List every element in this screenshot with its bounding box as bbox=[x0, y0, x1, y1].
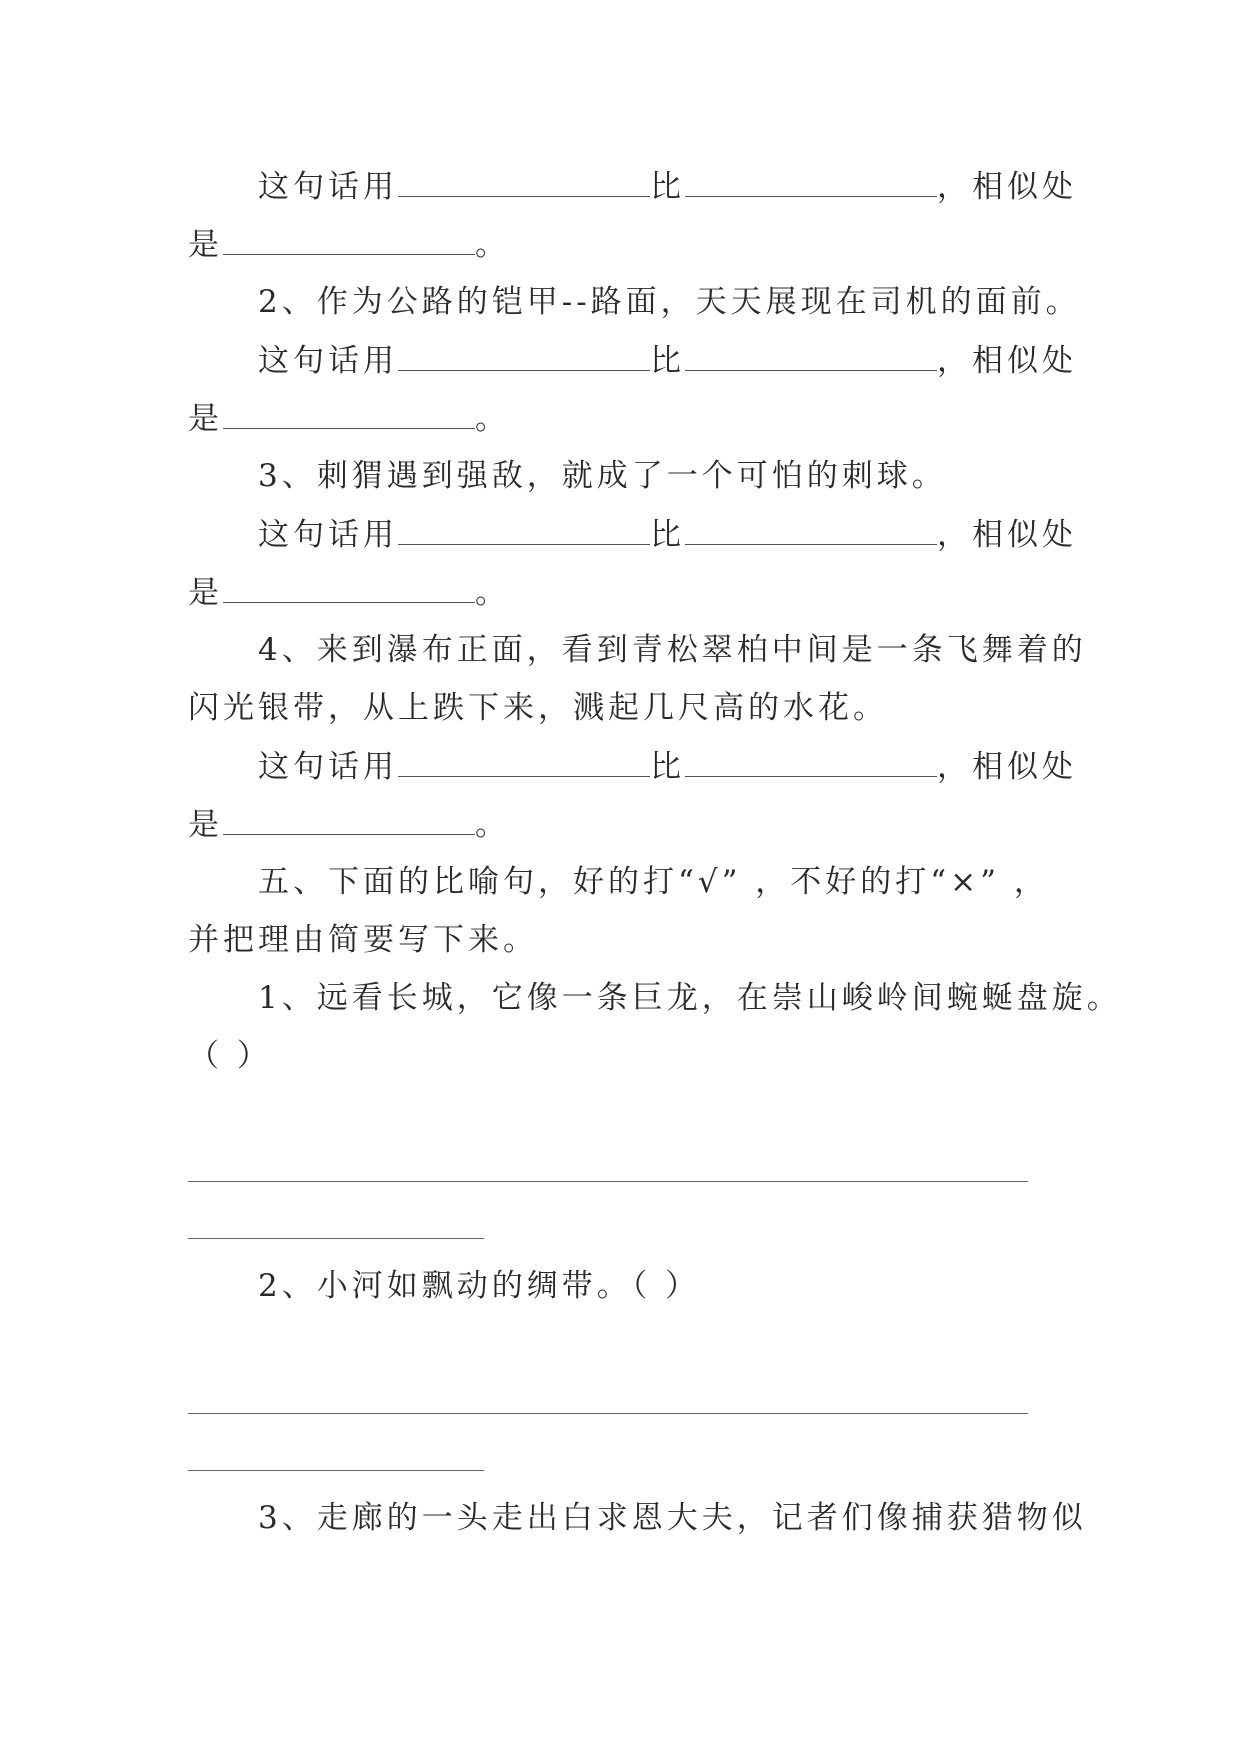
fill-sentence-4-end bbox=[188, 804, 510, 845]
fill-sentence-3-end bbox=[188, 572, 510, 613]
fill-prefix: 这句话用 bbox=[258, 517, 398, 553]
answer-blank[interactable] bbox=[223, 572, 475, 603]
answer-blank[interactable] bbox=[398, 340, 650, 371]
fill-suffix: ，相似处 bbox=[937, 517, 1077, 553]
simile-question-2: 2、小河如飘动的绸带。（ ） bbox=[258, 1268, 701, 1304]
answer-blank[interactable] bbox=[685, 166, 937, 197]
question-4-line-2: 闪光银带，从上跌下来，溅起几尺高的水花。 bbox=[188, 690, 888, 726]
fill-sentence-3 bbox=[258, 514, 1077, 555]
section-5-heading-line-2: 并把理由简要写下来。 bbox=[188, 922, 538, 958]
answer-line[interactable] bbox=[188, 1181, 1028, 1182]
fill-prefix: 这句话用 bbox=[258, 343, 398, 379]
answer-line[interactable] bbox=[188, 1470, 484, 1471]
question-4-line-1: 4、来到瀑布正面，看到青松翠柏中间是一条飞舞着的 bbox=[258, 632, 1087, 668]
question-3: 3、刺猬遇到强敌，就成了一个可怕的刺球。 bbox=[258, 458, 947, 494]
answer-blank[interactable] bbox=[398, 746, 650, 777]
fill-prefix: 这句话用 bbox=[258, 749, 398, 785]
answer-blank[interactable] bbox=[398, 514, 650, 545]
fill-sentence-4 bbox=[258, 746, 1077, 787]
fill-suffix: 。 bbox=[475, 807, 510, 843]
fill-sentence-1-end bbox=[188, 224, 510, 265]
simile-question-1: 1、远看长城，它像一条巨龙，在崇山峻岭间蜿蜒盘旋。 bbox=[258, 980, 1122, 1016]
answer-blank[interactable] bbox=[685, 514, 937, 545]
fill-suffix: 。 bbox=[475, 227, 510, 263]
answer-blank[interactable] bbox=[685, 746, 937, 777]
answer-blank[interactable] bbox=[223, 398, 475, 429]
answer-blank[interactable] bbox=[398, 166, 650, 197]
fill-middle: 比 bbox=[650, 343, 685, 379]
fill-suffix: 。 bbox=[475, 575, 510, 611]
answer-line[interactable] bbox=[188, 1413, 1028, 1414]
fill-prefix: 是 bbox=[188, 401, 223, 437]
question-2: 2、作为公路的铠甲--路面，天天展现在司机的面前。 bbox=[258, 284, 1081, 320]
fill-suffix: ，相似处 bbox=[937, 169, 1077, 205]
answer-blank[interactable] bbox=[685, 340, 937, 371]
fill-prefix: 这句话用 bbox=[258, 169, 398, 205]
fill-prefix: 是 bbox=[188, 227, 223, 263]
fill-middle: 比 bbox=[650, 169, 685, 205]
fill-suffix: ，相似处 bbox=[937, 749, 1077, 785]
answer-blank[interactable] bbox=[223, 224, 475, 255]
fill-sentence-2-end bbox=[188, 398, 510, 439]
answer-blank[interactable] bbox=[223, 804, 475, 835]
fill-middle: 比 bbox=[650, 749, 685, 785]
simile-question-1-check: （ ） bbox=[188, 1038, 272, 1074]
fill-suffix: 。 bbox=[475, 401, 510, 437]
fill-middle: 比 bbox=[650, 517, 685, 553]
simile-question-3: 3、走廊的一头走出白求恩大夫，记者们像捕获猎物似 bbox=[258, 1500, 1087, 1536]
fill-prefix: 是 bbox=[188, 807, 223, 843]
answer-line[interactable] bbox=[188, 1238, 484, 1239]
section-5-heading-line-1: 五、下面的比喻句，好的打“√” ，不好的打“×” ， bbox=[258, 864, 1049, 900]
fill-sentence-2 bbox=[258, 340, 1077, 381]
fill-suffix: ，相似处 bbox=[937, 343, 1077, 379]
fill-sentence-1 bbox=[258, 166, 1077, 207]
fill-prefix: 是 bbox=[188, 575, 223, 611]
